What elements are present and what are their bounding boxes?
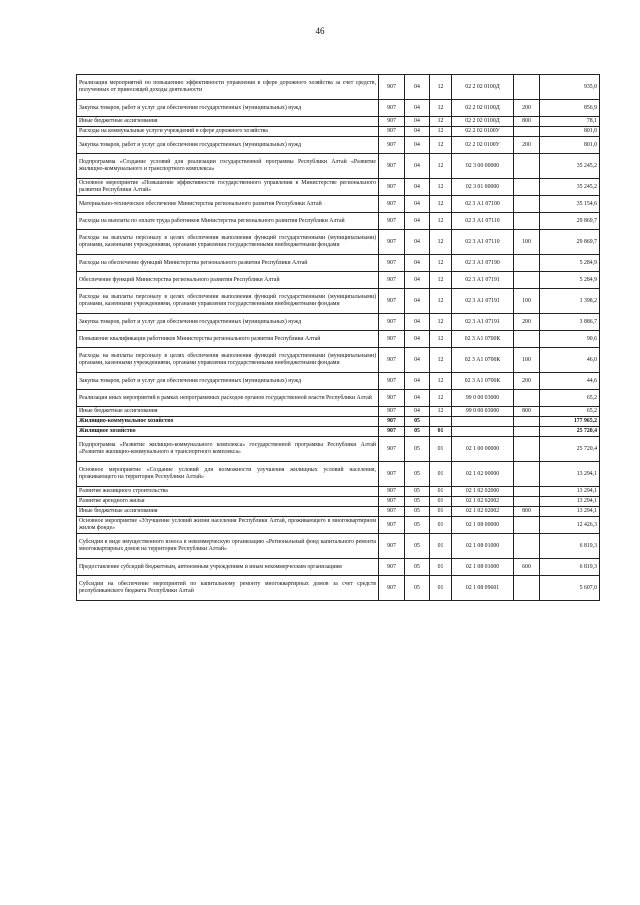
cell-pr: 01 [430,427,452,437]
cell-pr: 01 [430,517,452,534]
cell-sum: 5 284,9 [540,272,600,289]
cell-rz: 04 [405,137,430,154]
cell-name: Подпрограмма «Создание условий для реализации государственной программы Республики Алтай «Развитие жилищно-коммунального и транспортного комплекса» [77,154,379,179]
cell-vr: 800 [514,407,540,417]
table-row [77,373,600,390]
page-number: 46 [315,26,325,36]
cell-rz: 05 [405,417,430,427]
cell-vr [514,331,540,348]
cell-pr: 01 [430,559,452,576]
cell-sum: 90,6 [540,331,600,348]
cell-vr [514,255,540,272]
cell-csr: 02 3 А1 07110 [452,230,514,255]
cell-csr: 02 3 А1 07190 [452,255,514,272]
table-row [77,487,600,497]
cell-name: Закупка товаров, работ и услуг для обеспечения государственных (муниципальных) нужд [77,373,379,390]
cell-vr [514,427,540,437]
cell-pr: 12 [430,272,452,289]
cell-vr: 100 [514,230,540,255]
cell-sum: 35 245,2 [540,154,600,179]
cell-name: Расходы на обеспечение функций Министерства регионального развития Республики Алтай [77,255,379,272]
table-row [77,559,600,576]
table-row [77,390,600,407]
cell-sum: 13 294,1 [540,507,600,517]
cell-sum: 5 607,0 [540,576,600,601]
cell-rz: 04 [405,348,430,373]
cell-name: Предоставление субсидий бюджетным, автономным учреждениям и иным некоммерческим организациям [77,559,379,576]
cell-ved: 907 [379,289,405,314]
cell-sum: 46,0 [540,348,600,373]
cell-pr: 12 [430,154,452,179]
cell-rz: 04 [405,255,430,272]
cell-ved: 907 [379,462,405,487]
cell-sum: 801,0 [540,127,600,137]
cell-rz: 05 [405,507,430,517]
cell-vr: 100 [514,348,540,373]
cell-ved: 907 [379,137,405,154]
table-row [77,137,600,154]
cell-csr: 02 1 02 02002 [452,497,514,507]
cell-csr [452,427,514,437]
cell-csr: 02 2 02 0100Д [452,100,514,117]
cell-vr: 600 [514,559,540,576]
cell-ved: 907 [379,272,405,289]
cell-ved: 907 [379,348,405,373]
cell-vr [514,576,540,601]
cell-csr [452,417,514,427]
table-row [77,75,600,100]
cell-name: Развитие арендного жилья [77,497,379,507]
cell-pr: 01 [430,534,452,559]
budget-table [76,74,600,601]
cell-vr [514,75,540,100]
cell-rz: 04 [405,230,430,255]
cell-ved: 907 [379,497,405,507]
cell-sum: 5 284,9 [540,255,600,272]
cell-sum: 12 426,3 [540,517,600,534]
cell-name: Иные бюджетные ассигнования [77,507,379,517]
cell-ved: 907 [379,427,405,437]
cell-vr [514,272,540,289]
cell-csr: 02 3 00 00000 [452,154,514,179]
table-row [77,462,600,487]
table-row [77,213,600,230]
cell-csr: 02 1 00 00000 [452,437,514,462]
cell-rz: 05 [405,534,430,559]
cell-rz: 04 [405,390,430,407]
cell-ved: 907 [379,255,405,272]
cell-name: Основное мероприятие «Повышение эффективности государственного управления в Министерстве регионального развития Республики Алтай» [77,179,379,196]
cell-sum: 13 294,1 [540,497,600,507]
cell-rz: 04 [405,179,430,196]
cell-ved: 907 [379,75,405,100]
cell-sum: 1 398,2 [540,289,600,314]
cell-rz: 05 [405,517,430,534]
cell-vr: 200 [514,100,540,117]
cell-ved: 907 [379,100,405,117]
cell-ved: 907 [379,390,405,407]
cell-sum: 29 869,7 [540,230,600,255]
cell-csr: 02 3 А1 0700К [452,348,514,373]
cell-vr: 200 [514,137,540,154]
cell-rz: 05 [405,437,430,462]
cell-pr: 12 [430,137,452,154]
table-row [77,154,600,179]
cell-pr: 01 [430,497,452,507]
cell-sum: 13 294,1 [540,487,600,497]
table-row [77,417,600,427]
cell-name: Расходы на коммунальные услуги учреждений в сфере дорожного хозяйства [77,127,379,137]
cell-rz: 05 [405,487,430,497]
cell-sum: 78,1 [540,117,600,127]
cell-sum: 35 245,2 [540,179,600,196]
cell-vr: 800 [514,507,540,517]
cell-ved: 907 [379,230,405,255]
cell-csr: 02 3 А1 0700К [452,373,514,390]
cell-vr: 200 [514,373,540,390]
cell-pr: 12 [430,331,452,348]
cell-sum: 801,0 [540,137,600,154]
cell-ved: 907 [379,517,405,534]
cell-ved: 907 [379,407,405,417]
cell-pr: 01 [430,507,452,517]
cell-pr: 12 [430,289,452,314]
cell-name: Подпрограмма «Развитие жилищно-коммунального комплекса» государственной программы Республики Алтай «Развитие жилищно-коммунального и транспортного комплекса» [77,437,379,462]
cell-sum: 25 720,4 [540,437,600,462]
cell-vr: 100 [514,289,540,314]
cell-rz: 04 [405,407,430,417]
cell-sum: 177 965,2 [540,417,600,427]
cell-csr: 99 0 00 03000 [452,390,514,407]
cell-name: Развитие жилищного строительства [77,487,379,497]
cell-name: Субсидии на обеспечение мероприятий по капитальному ремонту многоквартирных домов за счет средств республиканского бюджета Республики Алтай [77,576,379,601]
cell-pr: 01 [430,487,452,497]
cell-rz: 05 [405,497,430,507]
cell-pr: 12 [430,348,452,373]
cell-ved: 907 [379,213,405,230]
cell-name: Материально-техническое обеспечение Министерства регионального развития Республики Алтай [77,196,379,213]
cell-rz: 04 [405,213,430,230]
cell-vr [514,390,540,407]
cell-vr [514,154,540,179]
table-row [77,272,600,289]
cell-pr: 12 [430,196,452,213]
cell-csr: 02 2 02 0100Д [452,117,514,127]
cell-pr: 01 [430,462,452,487]
cell-rz: 04 [405,117,430,127]
cell-ved: 907 [379,127,405,137]
cell-vr [514,213,540,230]
table-row [77,437,600,462]
cell-name: Повышение квалификации работников Министерства регионального развития Республики Алтай [77,331,379,348]
cell-name: Расходы на выплаты по оплате труда работников Министерства регионального развития Республики Алтай [77,213,379,230]
cell-sum: 44,6 [540,373,600,390]
cell-pr: 12 [430,407,452,417]
cell-name: Субсидия в виде имущественного взноса в некоммерческую организацию «Региональный фонд капитального ремонта многоквартирных домов на территории Республики Алтай» [77,534,379,559]
cell-ved: 907 [379,373,405,390]
cell-ved: 907 [379,314,405,331]
cell-pr: 12 [430,314,452,331]
cell-vr [514,179,540,196]
table-row [77,117,600,127]
cell-rz: 05 [405,462,430,487]
cell-csr: 02 3 А1 07191 [452,289,514,314]
cell-vr [514,127,540,137]
cell-pr: 12 [430,100,452,117]
table-row [77,517,600,534]
cell-csr: 02 2 02 0100У [452,127,514,137]
table-row [77,179,600,196]
cell-pr: 12 [430,179,452,196]
cell-ved: 907 [379,179,405,196]
table-row [77,127,600,137]
cell-name: Закупка товаров, работ и услуг для обеспечения государственных (муниципальных) нужд [77,137,379,154]
cell-name: Жилищное хозяйство [77,427,379,437]
cell-rz: 05 [405,559,430,576]
table-row [77,534,600,559]
table-row [77,314,600,331]
cell-sum: 856,9 [540,100,600,117]
cell-vr [514,487,540,497]
cell-vr [514,497,540,507]
cell-name: Реализация мероприятий по повышению эффективности управления в сфере дорожного хозяйства за счет средств, полученных от приносящей доходы деятельности [77,75,379,100]
cell-sum: 35 154,6 [540,196,600,213]
cell-sum: 13 294,1 [540,462,600,487]
cell-csr: 99 0 00 03000 [452,407,514,417]
cell-rz: 04 [405,272,430,289]
table-row [77,497,600,507]
cell-csr: 02 1 02 02002 [452,507,514,517]
cell-csr: 02 1 02 00000 [452,462,514,487]
cell-sum: 3 886,7 [540,314,600,331]
cell-sum: 6 819,3 [540,559,600,576]
table-row [77,331,600,348]
cell-sum: 29 869,7 [540,213,600,230]
cell-name: Основное мероприятие «Создание условий для возможности улучшения жилищных условий населения, проживающего на территории Республики Алтай» [77,462,379,487]
cell-sum: 935,0 [540,75,600,100]
table-row [77,196,600,213]
cell-pr [430,417,452,427]
cell-csr: 02 1 08 01000 [452,534,514,559]
cell-ved: 907 [379,437,405,462]
cell-sum: 65,2 [540,407,600,417]
cell-name: Иные бюджетные ассигнования [77,407,379,417]
cell-rz: 04 [405,75,430,100]
cell-pr: 12 [430,255,452,272]
table-row [77,100,600,117]
cell-csr: 02 1 08 01000 [452,559,514,576]
cell-ved: 907 [379,507,405,517]
cell-vr [514,534,540,559]
cell-name: Иные бюджетные ассигнования [77,117,379,127]
cell-csr: 02 3 01 00000 [452,179,514,196]
cell-csr: 02 3 А1 07191 [452,314,514,331]
cell-name: Расходы на выплаты персоналу в целях обеспечения выполнения функций государственными (муниципальными) органами, казенными учреждениями, органами управления государственными внебюджетными фондами [77,348,379,373]
table-row [77,576,600,601]
cell-ved: 907 [379,196,405,213]
cell-name: Расходы на выплаты персоналу в целях обеспечения выполнения функций государственными (муниципальными) органами, казенными учреждениями, органами управления государственными внебюджетными фондами [77,289,379,314]
cell-csr: 02 3 А1 0700К [452,331,514,348]
cell-name: Обеспечение функций Министерства регионального развития Республики Алтай [77,272,379,289]
cell-csr: 02 1 08 09601 [452,576,514,601]
cell-rz: 04 [405,196,430,213]
cell-ved: 907 [379,331,405,348]
cell-name: Основное мероприятие «Улучшение условий жизни населения Республики Алтай, проживающего в многоквартирном жилом фонде» [77,517,379,534]
cell-rz: 04 [405,373,430,390]
cell-ved: 907 [379,559,405,576]
table-row [77,289,600,314]
cell-name: Реализация иных мероприятий в рамках непрограммных расходов органов государственной власти Республики Алтай [77,390,379,407]
table-row [77,407,600,417]
cell-vr: 200 [514,314,540,331]
cell-ved: 907 [379,487,405,497]
table-body [77,75,600,601]
cell-csr: 02 1 08 00000 [452,517,514,534]
cell-pr: 12 [430,213,452,230]
cell-vr [514,196,540,213]
cell-ved: 907 [379,154,405,179]
cell-csr: 02 1 02 02000 [452,487,514,497]
cell-csr: 02 3 А1 07110 [452,213,514,230]
cell-sum: 6 819,3 [540,534,600,559]
table-row [77,507,600,517]
cell-csr: 02 2 02 0100У [452,137,514,154]
cell-rz: 05 [405,427,430,437]
cell-rz: 04 [405,314,430,331]
cell-sum: 25 720,4 [540,427,600,437]
cell-ved: 907 [379,417,405,427]
cell-vr: 800 [514,117,540,127]
cell-rz: 04 [405,289,430,314]
table-row [77,230,600,255]
cell-rz: 04 [405,127,430,137]
table-row [77,255,600,272]
cell-name: Расходы на выплаты персоналу в целях обеспечения выполнения функций государственными (муниципальными) органами, казенными учреждениями, органами управления государственными внебюджетными фондами [77,230,379,255]
cell-rz: 05 [405,576,430,601]
cell-csr: 02 3 А1 07100 [452,196,514,213]
cell-vr [514,517,540,534]
cell-sum: 65,2 [540,390,600,407]
cell-rz: 04 [405,154,430,179]
cell-pr: 12 [430,230,452,255]
cell-pr: 12 [430,127,452,137]
cell-ved: 907 [379,117,405,127]
cell-name: Закупка товаров, работ и услуг для обеспечения государственных (муниципальных) нужд [77,100,379,117]
cell-pr: 01 [430,437,452,462]
cell-vr [514,437,540,462]
table-row [77,427,600,437]
cell-rz: 04 [405,331,430,348]
cell-pr: 12 [430,75,452,100]
cell-pr: 01 [430,576,452,601]
cell-pr: 12 [430,373,452,390]
table-row [77,348,600,373]
cell-ved: 907 [379,576,405,601]
cell-vr [514,462,540,487]
cell-csr: 02 3 А1 07191 [452,272,514,289]
cell-pr: 12 [430,390,452,407]
cell-csr: 02 2 02 0100Д [452,75,514,100]
cell-name: Закупка товаров, работ и услуг для обеспечения государственных (муниципальных) нужд [77,314,379,331]
cell-name: Жилищно-коммунальное хозяйство [77,417,379,427]
cell-ved: 907 [379,534,405,559]
cell-vr [514,417,540,427]
cell-rz: 04 [405,100,430,117]
cell-pr: 12 [430,117,452,127]
